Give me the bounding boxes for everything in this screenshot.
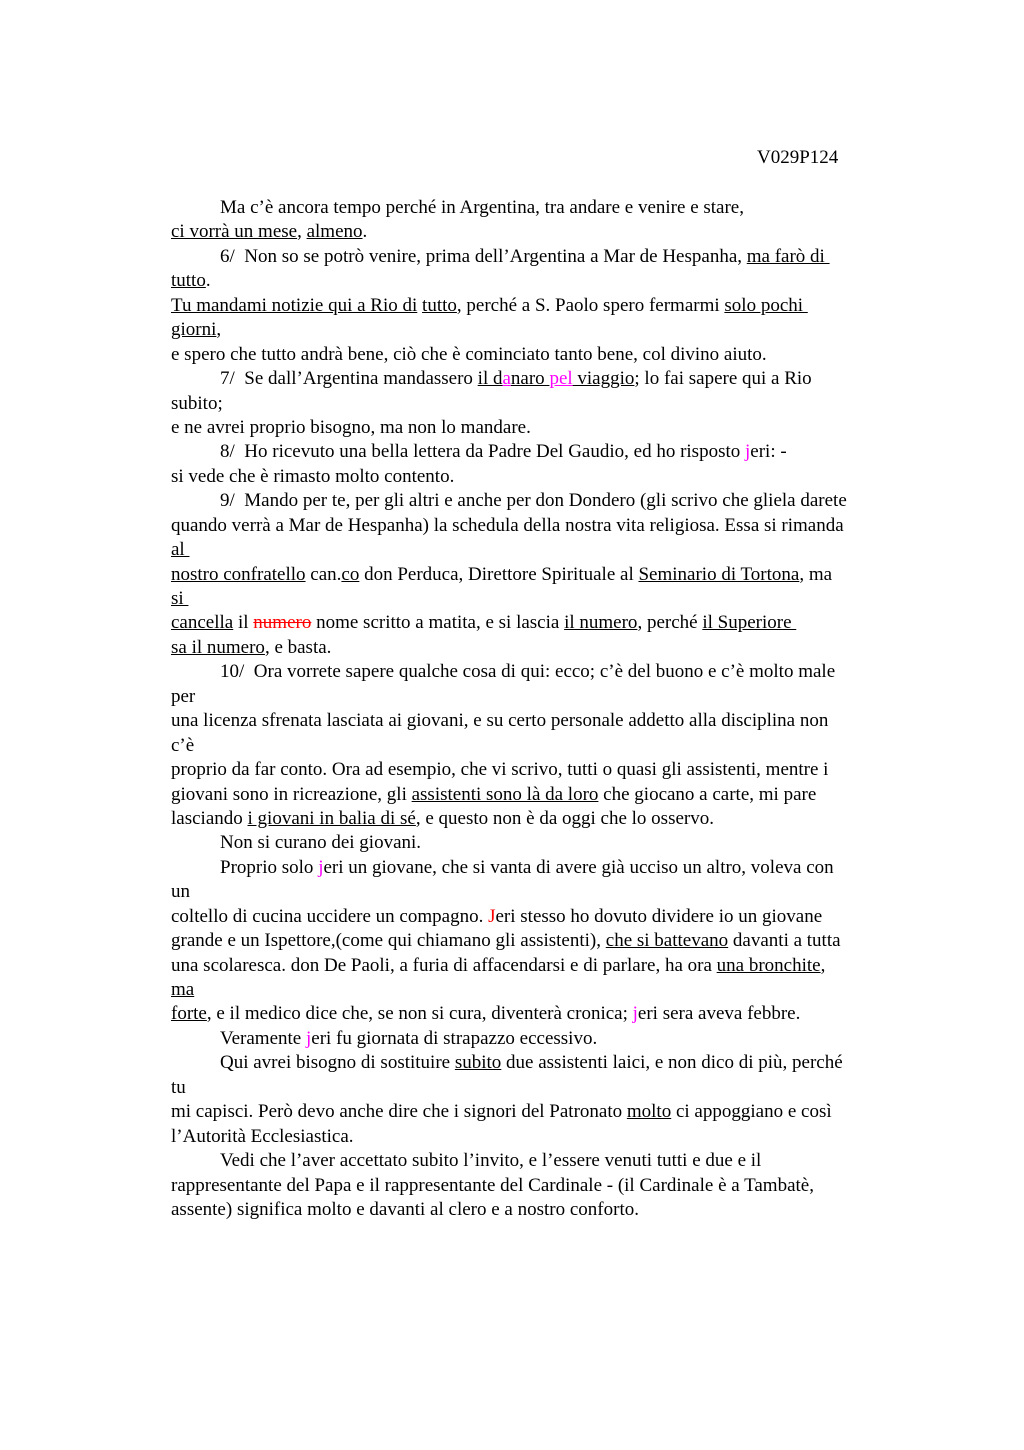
text-segment: molto: [626, 1101, 672, 1123]
text-line: [171, 465, 911, 489]
text-segment: due assistenti laici, e non dico di più, perché: [501, 1052, 843, 1074]
text-segment: .: [362, 221, 368, 243]
text-segment: ci appoggiano e così: [671, 1101, 832, 1123]
text-segment: almeno: [306, 221, 363, 243]
text-line: [171, 954, 911, 978]
text-segment: Proprio solo: [220, 856, 319, 878]
text-segment: un: [171, 881, 190, 903]
text-segment: il: [233, 612, 254, 634]
text-line: [171, 220, 911, 244]
text-segment: e spero che tutto andrà bene, ciò che è cominciato tanto bene, col divino aiuto.: [171, 343, 767, 365]
text-line: [171, 685, 911, 709]
text-segment: 8/ Ho ricevuto una bella lettera da Padre Del Gaudio, ed ho risposto: [220, 441, 745, 463]
text-line: [171, 416, 911, 440]
text-segment: si vede che è rimasto molto contento.: [171, 465, 455, 487]
text-segment: ,: [820, 954, 826, 976]
text-segment: subito;: [171, 392, 223, 414]
text-segment: tutto: [422, 294, 457, 316]
text-line: [171, 440, 911, 464]
text-segment: subito: [454, 1052, 502, 1074]
text-line: [171, 1002, 911, 1026]
text-segment: solo pochi: [724, 294, 808, 316]
text-segment: ,: [297, 221, 307, 243]
text-segment: il d: [477, 368, 503, 390]
text-line: [171, 1027, 911, 1051]
text-segment: , perché: [637, 612, 703, 634]
text-segment: eri fu giornata di strapazzo eccessivo.: [311, 1027, 598, 1049]
text-line: [171, 245, 911, 269]
text-line: [171, 880, 911, 904]
text-segment: , e questo non è da oggi che lo osservo.: [415, 807, 714, 829]
text-segment: per: [171, 685, 196, 707]
text-segment: , e il medico dice che, se non si cura, diventerà cronica;: [206, 1003, 633, 1025]
text-segment: Veramente: [220, 1027, 306, 1049]
text-segment: 6/ Non so se potrò venire, prima dell’Argentina a Mar de Hespanha,: [220, 245, 747, 267]
text-segment: 7/ Se dall’Argentina mandassero: [220, 368, 478, 390]
text-segment: Tu mandami notizie qui a Rio di: [171, 294, 418, 316]
text-segment: pel: [549, 368, 573, 390]
text-line: [171, 807, 911, 831]
text-line: [171, 367, 911, 391]
text-segment: Vedi che l’aver accettato subito l’invito, e l’essere venuti tutti e due e il: [220, 1150, 762, 1172]
text-line: [171, 734, 911, 758]
text-segment: quando verrà a Mar de Hespanha) la schedula della nostra vita religiosa. Essa si rimanda: [171, 514, 844, 536]
text-segment: forte: [171, 1003, 207, 1025]
text-segment: sa il numero: [171, 636, 265, 658]
text-line: [171, 636, 911, 660]
text-line: [171, 978, 911, 1002]
text-segment: Ma c’è ancora tempo perché in Argentina, tra andare e venire e stare,: [220, 197, 744, 218]
text-segment: J: [488, 905, 496, 927]
text-segment: ci vorrà un mese: [171, 221, 298, 243]
text-segment: ma farò di: [746, 245, 830, 267]
text-segment: nostro confratello: [171, 563, 306, 585]
text-segment: ,: [216, 319, 222, 341]
text-segment: a: [502, 368, 511, 390]
text-segment: c’è: [171, 734, 195, 756]
text-line: [171, 905, 911, 929]
text-segment: co: [341, 563, 360, 585]
text-line: [171, 611, 911, 635]
text-line: [171, 1076, 911, 1100]
text-line: [171, 660, 911, 684]
text-segment: .: [205, 270, 211, 292]
text-line: [171, 489, 911, 513]
text-line: [171, 1198, 911, 1222]
text-segment: una licenza sfrenata lasciata ai giovani, e su certo personale addetto alla disciplina non: [171, 710, 829, 732]
text-line: [171, 1174, 911, 1198]
text-segment: che giocano a carte, mi pare: [598, 783, 817, 805]
text-segment: eri stesso ho dovuto dividere io un giovane: [495, 905, 823, 927]
text-line: [171, 783, 911, 807]
text-segment: ; lo fai sapere qui a Rio: [634, 368, 812, 390]
text-segment: assente) significa molto e davanti al clero e a nostro conforto.: [171, 1198, 639, 1220]
text-segment: numero: [253, 612, 312, 634]
text-segment: , perché a S. Paolo spero fermarmi: [456, 294, 725, 316]
text-segment: lasciando: [171, 807, 248, 829]
text-line: [171, 538, 911, 562]
text-segment: j: [632, 1003, 638, 1025]
text-segment: 9/ Mando per te, per gli altri e anche per don Dondero (gli scrivo che gliela darete: [220, 490, 847, 512]
text-segment: nome scritto a matita, e si lascia: [311, 612, 565, 634]
text-line: [171, 196, 911, 220]
text-segment: can.: [305, 563, 342, 585]
text-segment: 10/ Ora vorrete sapere qualche cosa di qui: ecco; c’è del buono e c’è molto male: [220, 661, 836, 683]
text-segment: assistenti sono là da loro: [411, 783, 599, 805]
text-segment: coltello di cucina uccidere un compagno.: [171, 905, 489, 927]
text-segment: davanti a tutta: [728, 930, 841, 952]
text-segment: viaggio: [572, 368, 635, 390]
text-segment: eri: -: [750, 441, 787, 463]
text-line: [171, 587, 911, 611]
text-segment: l’Autorità Ecclesiastica.: [171, 1125, 354, 1147]
text-segment: giorni: [171, 319, 217, 341]
text-line: [171, 831, 911, 855]
text-segment: il Superiore: [702, 612, 797, 634]
text-segment: , e basta.: [264, 636, 332, 658]
text-segment: una scolaresca. don De Paoli, a furia di affacendarsi e di parlare, ha ora: [171, 954, 717, 976]
text-line: [171, 269, 911, 293]
text-segment: una bronchite: [716, 954, 821, 976]
text-segment: che si battevano: [605, 930, 729, 952]
text-line: [171, 1100, 911, 1124]
text-segment: giovani sono in ricreazione, gli: [171, 783, 412, 805]
text-segment: mi capisci. Però devo anche dire che i signori del Patronato: [171, 1101, 627, 1123]
letter-body: [171, 196, 911, 1222]
text-segment: tu: [171, 1076, 186, 1098]
text-segment: Non si curano dei giovani.: [220, 832, 422, 854]
text-segment: i giovani in balia di sé: [247, 807, 416, 829]
text-segment: al: [171, 539, 190, 561]
text-segment: j: [305, 1027, 312, 1049]
text-segment: rappresentante del Papa e il rappresentante del Cardinale - (il Cardinale è a Tambatè,: [171, 1174, 814, 1196]
text-segment: cancella: [171, 612, 234, 634]
text-line: [171, 758, 911, 782]
text-line: [171, 514, 911, 538]
text-segment: j: [318, 856, 324, 878]
text-segment: naro: [510, 368, 550, 390]
text-line: [171, 929, 911, 953]
text-segment: eri sera aveva febbre.: [637, 1003, 801, 1025]
text-line: [171, 343, 911, 367]
text-segment: e ne avrei proprio bisogno, ma non lo mandare.: [171, 416, 531, 438]
text-segment: il numero: [564, 612, 638, 634]
text-segment: proprio da far conto. Ora ad esempio, che vi scrivo, tutti o quasi gli assistenti, mentre i: [171, 759, 829, 781]
page-id: V029P124: [757, 147, 839, 168]
text-segment: ma: [171, 979, 195, 1000]
text-segment: grande e un Ispettore,(come qui chiamano gli assistenti),: [171, 930, 606, 952]
text-segment: tutto: [171, 270, 206, 292]
text-line: [171, 392, 911, 416]
text-line: [171, 1051, 911, 1075]
text-segment: j: [745, 441, 751, 463]
text-line: [171, 1149, 911, 1173]
text-segment: si: [171, 588, 189, 609]
text-segment: Seminario di Tortona: [638, 563, 800, 585]
text-line: [171, 318, 911, 342]
text-line: [171, 294, 911, 318]
text-segment: , ma: [799, 563, 833, 585]
text-segment: Qui avrei bisogno di sostituire: [220, 1052, 455, 1074]
text-line: [171, 856, 911, 880]
text-line: [171, 563, 911, 587]
text-segment: don Perduca, Direttore Spirituale al: [359, 563, 639, 585]
text-segment: eri un giovane, che si vanta di avere già ucciso un altro, voleva con: [323, 856, 834, 878]
text-line: [171, 1125, 911, 1149]
text-line: [171, 709, 911, 733]
